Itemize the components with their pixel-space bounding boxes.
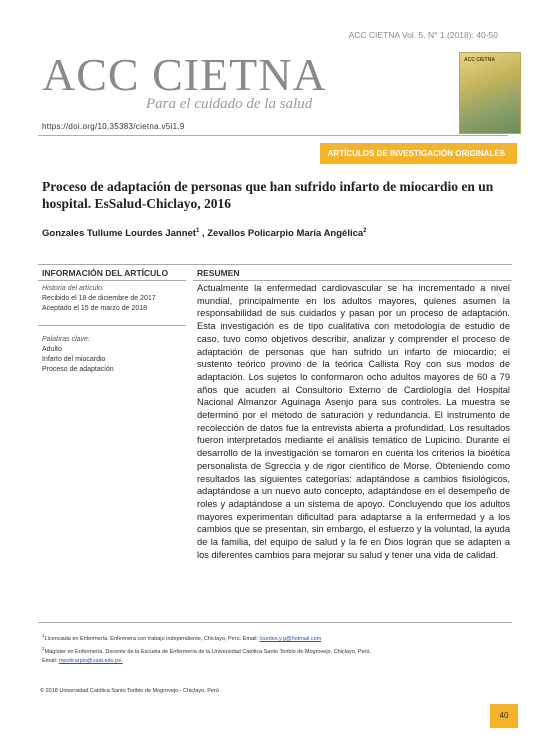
history-block	[42, 284, 182, 314]
page-number-badge: 40	[490, 704, 518, 728]
footnote-2-text: Magíster en Enfermería. Docente de la Escuela de Enfermería de la Universidad Católica Santo Toribio de Mogrovejo, Chiclayo, Perú.	[44, 648, 371, 655]
footnote-1-email-link[interactable]: lourdes.y.g@hotmail.com	[259, 635, 322, 642]
table-bottom-rule	[38, 622, 512, 623]
section-bar: ARTÍCULOS DE INVESTIGACIÓN ORIGINALES	[320, 143, 517, 164]
author-2-sup: 2	[363, 228, 367, 234]
journal-cover-image	[459, 52, 521, 134]
keywords-label: Palabras clave:	[42, 336, 90, 343]
info-mid-rule	[38, 325, 186, 326]
keywords-block	[42, 335, 182, 375]
journal-citation-line: ACC CIETNA Vol. 5. N° 1 (2018): 40-50	[348, 30, 498, 40]
keyword: Adulto	[42, 346, 62, 353]
info-heading-rule	[38, 280, 186, 281]
footnote-2	[42, 644, 512, 666]
table-top-rule	[38, 264, 512, 265]
received-date: Recibido el 18 de diciembre de 2017	[42, 295, 156, 302]
footnote-1-num: 1	[42, 633, 45, 638]
footnote-1	[42, 631, 512, 644]
doi-link[interactable]: https://doi.org/10.35383/cietna.v5i1.9	[42, 122, 185, 131]
abstract-heading-rule	[193, 280, 512, 281]
footnote-2-email-label: Email:	[42, 657, 59, 664]
author-separator: ,	[199, 228, 208, 240]
accepted-date: Aceptado el 15 de marzo de 2018	[42, 305, 148, 312]
footnote-2-num: 2	[42, 646, 45, 651]
history-label: Historia del artículo:	[42, 285, 104, 292]
author-1: Gonzales Tullume Lourdes Jannet	[42, 228, 196, 240]
journal-subtitle: Para el cuidado de la salud	[146, 96, 313, 112]
author-1-sup: 1	[195, 228, 200, 234]
article-title: Proceso de adaptación de personas que han sufrido infarto de miocardio en un hospital. EsSalud-Chiclayo, 2016	[42, 179, 494, 211]
journal-title: ACC CIETNA	[42, 49, 327, 100]
copyright-line: © 2018 Universidad Católica Santo Toribio de Mogrovejo - Chiclayo, Perú	[40, 688, 219, 694]
header-divider	[38, 135, 508, 136]
abstract-text: Actualmente la enfermedad cardiovascular se ha incrementado a nivel mundial, principalmente en los adultos mayores, quienes asumen la responsabilidad de sus cuidados y pasan por un proceso de adaptación. Esta investigación es de tipo cualitativa con metodología de estudio de caso, tuvo como objetivos describir, analizar y comprender el proceso de adaptación de personas que han sufrido un infarto de miocardio; el sustento teórico provino de la teórica Callista Roy con sus modos de adaptación. Los sujetos lo conformaron ocho adultos mayores de 60 a 79 años que acuden al Consultorio Externo de Cardiología del Hospital Nacional Almanzor Aguinaga Asenjo para sus controles. La muestra se determinó por el método de saturación y redundancia. El instrumento de recolección de datos fue la entrevista abierta a profundidad. Los resultados fueron interpretados mediante el análisis temático de Lupicino. Durante el desarrollo de la investigación se tomaron en cuenta los criterios la bioética personalista de Sgreccia y de rigor científico de Morse. Obteniendo como resultados las siguientes categorías: adaptándose a cambios fisiológicos, adaptándose a un nuevo auto concepto, adaptándose en el desempeño de roles y adaptándose a un sistema de apoyo. Concluyendo que los adultos mayores experimentan dificultad para adaptarse a la enfermedad y a los cambios que se presentan, sin embargo, el esfuerzo y la voluntad, la ayuda de la familia, del equipo de salud y la fe en Dios logran que se adapten a los diferentes cambios para mejorar su salud y tener una vida de calidad.	[197, 283, 510, 560]
abstract-heading: RESUMEN	[197, 268, 240, 278]
keyword: Proceso de adaptación	[42, 366, 114, 373]
author-2: Zevallos Policarpio María Angélica	[207, 228, 364, 240]
footnote-2-email-link[interactable]: mpolicarpio@usat.edu.pe.	[58, 657, 123, 664]
keyword: Infarto del miocardio	[42, 356, 106, 363]
authors-line	[42, 228, 367, 239]
info-heading: INFORMACIÓN DEL ARTÍCULO	[42, 268, 169, 278]
cover-label: ACC CIETNA	[464, 57, 495, 63]
footnote-1-text: Licenciada en Enfermería. Enfermera con trabajo independiente, Chiclayo, Perú. Email:	[44, 635, 260, 642]
